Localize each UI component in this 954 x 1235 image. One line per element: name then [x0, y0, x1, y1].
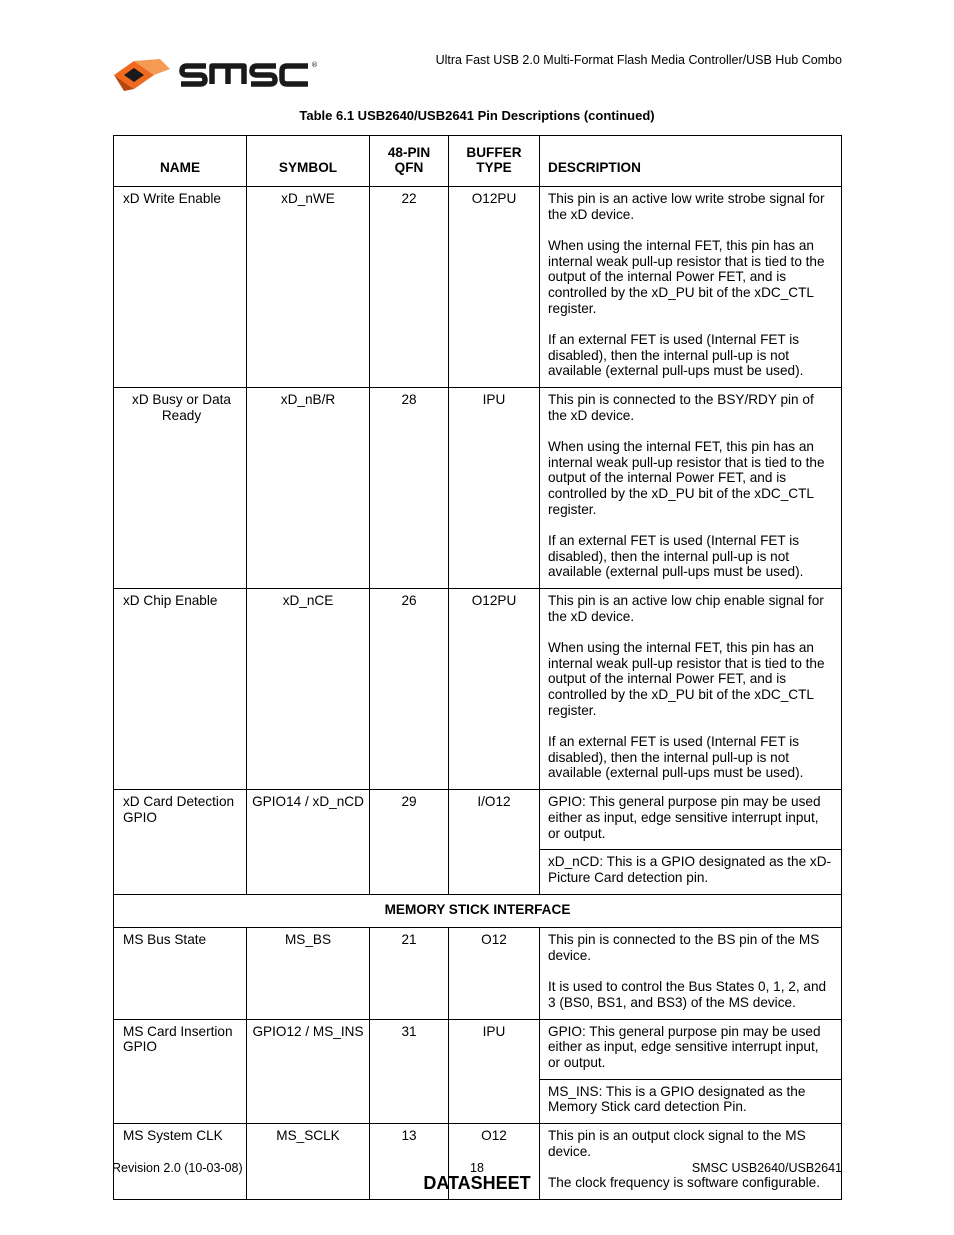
pin-symbol: MS_SCLK — [247, 1124, 370, 1200]
table-header-row — [114, 136, 842, 187]
header-buffer-line2: TYPE — [476, 160, 512, 176]
pin-symbol: xD_nWE — [247, 187, 370, 388]
table-row — [114, 589, 842, 790]
pin-buffer: O12PU — [449, 589, 540, 790]
header-qfn-line2: QFN — [394, 160, 424, 176]
header-buffer-line1: BUFFER — [466, 144, 522, 160]
pin-description — [540, 1079, 842, 1123]
pin-name: MS System CLK — [114, 1124, 247, 1200]
pin-description — [540, 790, 842, 850]
pin-buffer: I/O12 — [449, 790, 540, 895]
header-qfn-line1: 48-PIN — [387, 144, 431, 160]
header-qfn — [370, 136, 449, 187]
pin-description — [540, 589, 842, 790]
description-paragraph: When using the internal FET, this pin has an internal weak pull-up resistor that is tied to the output of the internal Power FET, and is controlled by the xD_PU bit of the xDC_CTL register. — [548, 438, 825, 517]
description-paragraph: This pin is an output clock signal to the MS device. — [548, 1128, 806, 1159]
table-row — [114, 388, 842, 589]
pin-name: xD Write Enable — [114, 187, 247, 388]
footer-page-number: 18 — [470, 1161, 484, 1175]
pin-buffer: O12PU — [449, 187, 540, 388]
table-caption: Table 6.1 USB2640/USB2641 Pin Descriptions (continued) — [299, 108, 655, 123]
pin-qfn: 21 — [370, 928, 449, 1019]
table-row — [114, 790, 842, 850]
description-paragraph: If an external FET is used (Internal FET is disabled), then the internal pull-up is not available (external pull-ups must be used). — [548, 532, 804, 580]
description-paragraph: This pin is an active low chip enable signal for the xD device. — [548, 593, 824, 624]
smsc-logo — [112, 55, 322, 95]
description-paragraph: GPIO: This general purpose pin may be used either as input, edge sensitive interrupt input, or output. — [548, 794, 821, 841]
footer-revision: Revision 2.0 (10-03-08) — [112, 1161, 243, 1175]
header-description: DESCRIPTION — [540, 136, 842, 187]
smsc-logo-icon — [112, 55, 322, 95]
header-name: NAME — [114, 136, 247, 187]
pin-buffer: O12 — [449, 1124, 540, 1200]
pin-qfn: 31 — [370, 1019, 449, 1124]
header-buffer-type — [449, 136, 540, 187]
pin-symbol: GPIO12 / MS_INS — [247, 1019, 370, 1124]
pin-name: xD Busy or Data Ready — [114, 388, 247, 589]
pin-description — [540, 928, 842, 1019]
pin-name: xD Card Detection GPIO — [114, 790, 247, 895]
footer-product: SMSC USB2640/USB2641 — [691, 1161, 842, 1175]
pin-qfn: 13 — [370, 1124, 449, 1200]
pin-descriptions-table — [113, 135, 842, 1200]
table-row — [114, 1019, 842, 1079]
description-paragraph: This pin is connected to the BS pin of the MS device. — [548, 932, 820, 964]
section-row — [114, 894, 842, 928]
description-paragraph: When using the internal FET, this pin has an internal weak pull-up resistor that is tied to the output of the internal Power FET, and is controlled by the xD_PU bit of the xDC_CTL register. — [548, 237, 825, 316]
description-paragraph: This pin is connected to the BSY/RDY pin of the xD device. — [548, 392, 814, 423]
description-paragraph: When using the internal FET, this pin has an internal weak pull-up resistor that is tied to the output of the internal Power FET, and is controlled by the xD_PU bit of the xDC_CTL register. — [548, 639, 825, 718]
pin-name: MS Card Insertion GPIO — [114, 1019, 247, 1124]
description-paragraph: MS_INS: This is a GPIO designated as the Memory Stick card detection Pin. — [548, 1083, 806, 1115]
pin-symbol: GPIO14 / xD_nCD — [247, 790, 370, 895]
document-title: Ultra Fast USB 2.0 Multi-Format Flash Media Controller/USB Hub Combo — [435, 53, 842, 67]
description-paragraph: GPIO: This general purpose pin may be used either as input, edge sensitive interrupt input, or output. — [548, 1023, 821, 1071]
pin-symbol: MS_BS — [247, 928, 370, 1019]
table-row — [114, 928, 842, 1019]
table-row — [114, 187, 842, 388]
pin-name: xD Chip Enable — [114, 589, 247, 790]
pin-buffer: O12 — [449, 928, 540, 1019]
pin-qfn: 26 — [370, 589, 449, 790]
pin-description — [540, 187, 842, 388]
pin-description — [540, 1019, 842, 1079]
section-title: MEMORY STICK INTERFACE — [114, 894, 842, 928]
description-paragraph: It is used to control the Bus States 0, 1, 2, and 3 (BS0, BS1, and BS3) of the MS device. — [548, 979, 827, 1010]
pin-qfn: 22 — [370, 187, 449, 388]
pin-symbol: xD_nB/R — [247, 388, 370, 589]
pin-qfn: 29 — [370, 790, 449, 895]
description-paragraph: xD_nCD: This is a GPIO designated as the xD-Picture Card detection pin. — [548, 854, 832, 885]
pin-symbol: xD_nCE — [247, 589, 370, 790]
pin-name: MS Bus State — [114, 928, 247, 1019]
pin-description — [540, 850, 842, 894]
header-symbol: SYMBOL — [247, 136, 370, 187]
pin-buffer: IPU — [449, 1019, 540, 1124]
description-paragraph: This pin is an active low write strobe signal for the xD device. — [548, 191, 825, 222]
description-paragraph: The clock frequency is software configurable. — [548, 1175, 821, 1191]
footer-datasheet-label: DATASHEET — [423, 1173, 531, 1193]
description-paragraph: If an external FET is used (Internal FET is disabled), then the internal pull-up is not available (external pull-ups must be used). — [548, 331, 804, 379]
svg-text:®: ® — [311, 61, 318, 69]
pin-description — [540, 388, 842, 589]
pin-qfn: 28 — [370, 388, 449, 589]
description-paragraph: If an external FET is used (Internal FET is disabled), then the internal pull-up is not available (external pull-ups must be used). — [548, 733, 804, 781]
pin-buffer: IPU — [449, 388, 540, 589]
